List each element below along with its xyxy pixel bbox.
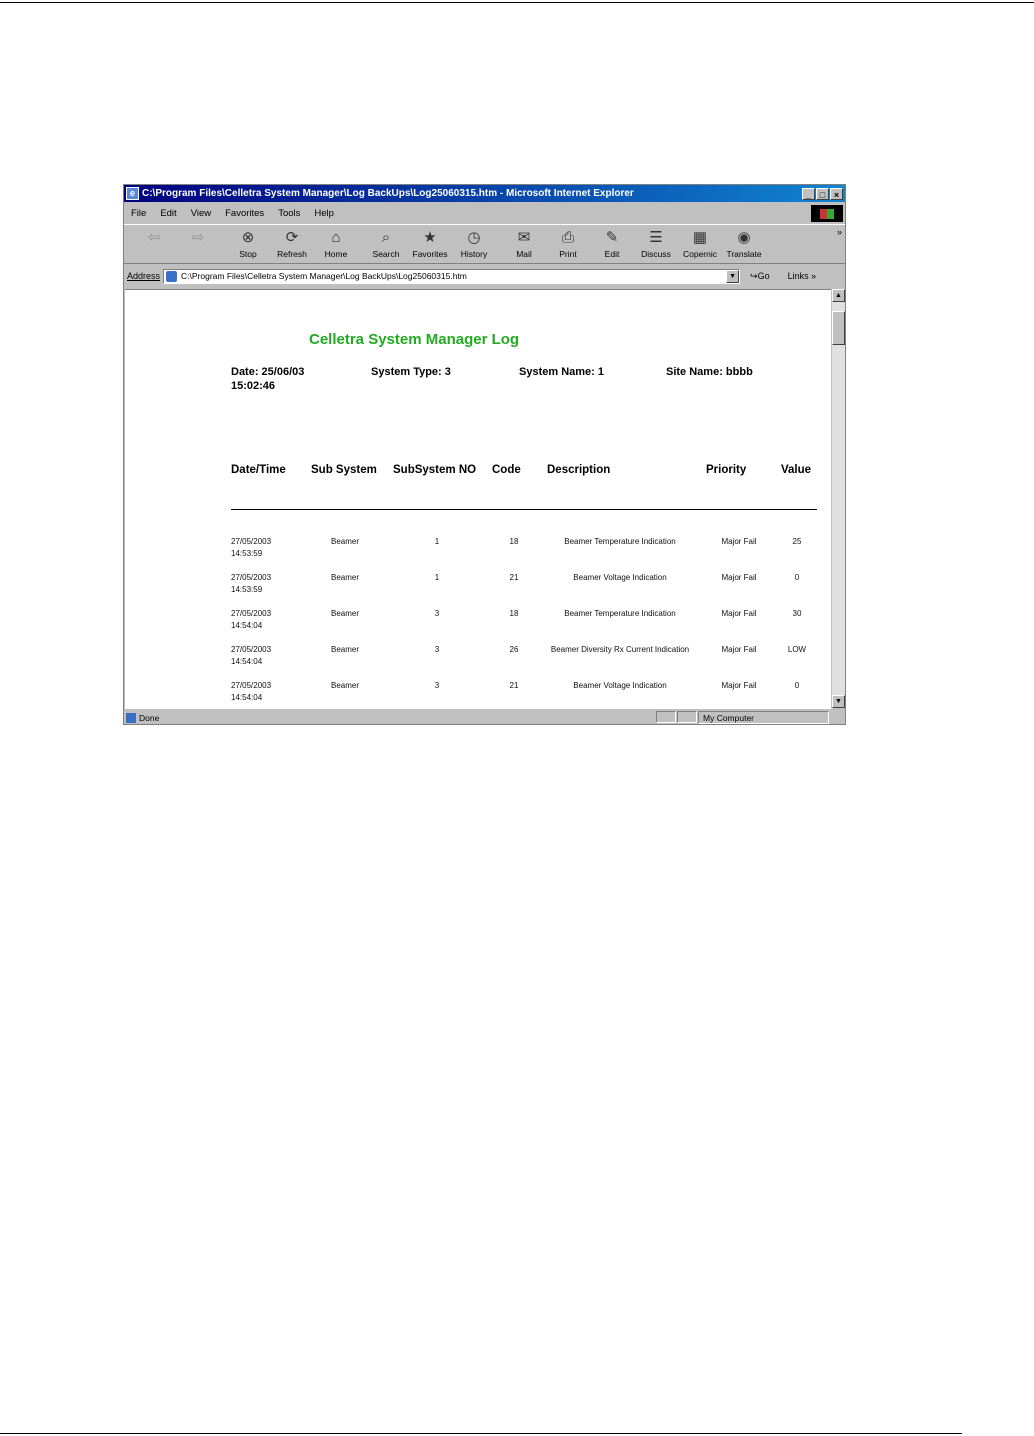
- col-header-datetime: Date/Time: [231, 464, 286, 476]
- cell-code: 21: [509, 573, 519, 582]
- cell-value: 30: [792, 609, 802, 618]
- cell-code: 18: [509, 537, 519, 546]
- toolbar: [124, 224, 845, 264]
- status-segment: [677, 711, 697, 723]
- print-button[interactable]: [546, 225, 590, 263]
- translate-button[interactable]: [722, 225, 766, 263]
- address-bar: [124, 266, 845, 286]
- address-value: C:\Program Files\Celletra System Manager\Log BackUps\Log25060315.htm: [181, 271, 467, 281]
- table-row: [125, 644, 831, 680]
- history-label: History: [460, 249, 488, 259]
- toolbar-chevron-icon[interactable]: »: [836, 227, 842, 237]
- edit-label: Edit: [604, 249, 620, 259]
- vertical-scrollbar[interactable]: [832, 289, 845, 708]
- windows-logo-icon: [811, 205, 843, 222]
- scroll-up-button[interactable]: ▲: [832, 289, 845, 302]
- home-label: Home: [324, 249, 348, 259]
- log-site-name: Site Name: bbbb: [666, 366, 753, 378]
- cell-datetime: 27/05/2003 14:54:04: [231, 645, 272, 666]
- cell-code: 21: [509, 681, 519, 690]
- cell-priority: Major Fail: [721, 681, 757, 690]
- window-title: C:\Program Files\Celletra System Manager\Log BackUps\Log25060315.htm - Microsoft Internet Explorer: [142, 188, 634, 199]
- log-system-type: System Type: 3: [371, 366, 451, 378]
- refresh-label: Refresh: [277, 249, 307, 259]
- table-row: [125, 536, 831, 572]
- cell-subsystem: Beamer: [330, 645, 359, 654]
- go-button[interactable]: ↪Go: [750, 270, 770, 281]
- table-row: [125, 608, 831, 644]
- col-header-priority: Priority: [706, 464, 747, 476]
- cell-description: Beamer Voltage Indication: [573, 681, 667, 690]
- table-row: [125, 680, 831, 709]
- stop-icon: ⊗: [241, 229, 255, 246]
- maximize-button[interactable]: □: [816, 188, 829, 200]
- cell-description: Beamer Temperature Indication: [564, 537, 676, 546]
- cell-subsystem-no: 3: [434, 645, 440, 654]
- search-label: Search: [372, 249, 400, 259]
- cell-value: 25: [792, 537, 802, 546]
- cell-value: LOW: [787, 645, 807, 654]
- page-content: [125, 289, 831, 709]
- address-field[interactable]: [163, 269, 740, 284]
- home-icon: ⌂: [331, 229, 341, 246]
- cell-subsystem-no: 3: [434, 609, 440, 618]
- cell-subsystem-no: 3: [434, 681, 440, 690]
- back-arrow-icon: ⇦: [147, 229, 161, 246]
- discuss-icon: ☰: [649, 229, 663, 246]
- cell-datetime: 27/05/2003 14:54:04: [231, 681, 272, 702]
- table-row: [125, 572, 831, 608]
- status-segment: [656, 711, 676, 723]
- cell-code: 26: [509, 645, 519, 654]
- copernic-icon: ▦: [692, 229, 708, 246]
- col-header-description: Description: [547, 464, 611, 476]
- cell-subsystem: Beamer: [330, 537, 359, 546]
- back-button[interactable]: [132, 225, 176, 263]
- links-button[interactable]: Links »: [787, 271, 817, 281]
- cell-code: 18: [509, 609, 519, 618]
- cell-description: Beamer Temperature Indication: [564, 609, 676, 618]
- cell-priority: Major Fail: [721, 609, 757, 618]
- print-icon: ⎙: [561, 229, 574, 246]
- page-icon: [166, 271, 177, 282]
- ie-icon: e: [126, 187, 139, 200]
- scroll-down-button[interactable]: ▼: [832, 695, 845, 708]
- search-icon: ⌕: [381, 229, 391, 246]
- favorites-label: Favorites: [412, 249, 448, 259]
- menu-file[interactable]: File: [131, 207, 147, 219]
- refresh-icon: ⟳: [285, 229, 299, 246]
- cell-priority: Major Fail: [721, 537, 757, 546]
- menu-view[interactable]: View: [190, 207, 212, 219]
- forward-button[interactable]: [176, 225, 220, 263]
- cell-value: 0: [794, 573, 800, 582]
- title-bar: [124, 185, 845, 202]
- cell-description: Beamer Diversity Rx Current Indication: [550, 645, 690, 654]
- cell-value: 0: [794, 681, 800, 690]
- status-bar: [124, 710, 845, 725]
- edit-button[interactable]: [590, 225, 634, 263]
- address-dropdown-button[interactable]: ▼: [726, 270, 739, 283]
- menu-edit[interactable]: Edit: [160, 207, 177, 219]
- go-label: Go: [757, 270, 770, 281]
- cell-datetime: 27/05/2003 14:53:59: [231, 573, 272, 594]
- copernic-button[interactable]: [678, 225, 722, 263]
- edit-icon: ✎: [605, 229, 619, 246]
- status-text: Done: [139, 712, 160, 723]
- zone-label: My Computer: [703, 712, 755, 723]
- menu-favorites[interactable]: Favorites: [225, 207, 265, 219]
- address-label: Address: [127, 271, 161, 281]
- mail-label: Mail: [516, 249, 532, 259]
- cell-subsystem: Beamer: [330, 609, 359, 618]
- favorites-icon: ★: [423, 229, 437, 246]
- menu-bar: [124, 204, 845, 222]
- log-title: Celletra System Manager Log: [309, 331, 520, 348]
- cell-subsystem-no: 1: [434, 537, 440, 546]
- stop-button[interactable]: [226, 225, 270, 263]
- close-button[interactable]: ×: [830, 188, 843, 200]
- cell-subsystem: Beamer: [330, 573, 359, 582]
- forward-arrow-icon: ⇨: [191, 229, 205, 246]
- cell-datetime: 27/05/2003 14:54:04: [231, 609, 272, 630]
- history-button[interactable]: [452, 225, 496, 263]
- log-date: Date: 25/06/03 15:02:46: [231, 366, 305, 392]
- mail-icon: ✉: [517, 229, 531, 246]
- menu-tools[interactable]: Tools: [278, 207, 301, 219]
- col-header-subsystem: Sub System: [311, 464, 377, 476]
- minimize-button[interactable]: _: [802, 188, 815, 200]
- page-top-rule: [0, 2, 1034, 3]
- header-divider: [231, 509, 817, 510]
- cell-datetime: 27/05/2003 14:53:59: [231, 537, 272, 558]
- links-label: Links: [787, 271, 809, 281]
- discuss-label: Discuss: [641, 249, 671, 259]
- refresh-button[interactable]: [270, 225, 314, 263]
- translate-label: Translate: [726, 249, 762, 259]
- history-icon: ◷: [467, 229, 481, 246]
- print-label: Print: [559, 249, 577, 259]
- security-zone: [698, 711, 829, 724]
- mail-button[interactable]: [502, 225, 546, 263]
- discuss-button[interactable]: [634, 225, 678, 263]
- cell-priority: Major Fail: [721, 645, 757, 654]
- stop-label: Stop: [239, 249, 257, 259]
- scroll-thumb[interactable]: [832, 311, 845, 345]
- col-header-code: Code: [492, 464, 521, 476]
- copernic-label: Copernic: [682, 249, 718, 259]
- home-button[interactable]: [314, 225, 358, 263]
- menu-help[interactable]: Help: [314, 207, 334, 219]
- col-header-value: Value: [781, 464, 812, 476]
- translate-icon: ◉: [737, 229, 751, 246]
- status-page-icon: [126, 713, 136, 723]
- favorites-button[interactable]: [408, 225, 452, 263]
- search-button[interactable]: [364, 225, 408, 263]
- cell-description: Beamer Voltage Indication: [573, 573, 667, 582]
- cell-subsystem: Beamer: [330, 681, 359, 690]
- browser-window: [123, 184, 846, 725]
- log-system-name: System Name: 1: [519, 366, 604, 378]
- cell-subsystem-no: 1: [434, 573, 440, 582]
- page-bottom-rule: [0, 1433, 962, 1434]
- col-header-subsystem-no: SubSystem NO: [393, 464, 477, 476]
- cell-priority: Major Fail: [721, 573, 757, 582]
